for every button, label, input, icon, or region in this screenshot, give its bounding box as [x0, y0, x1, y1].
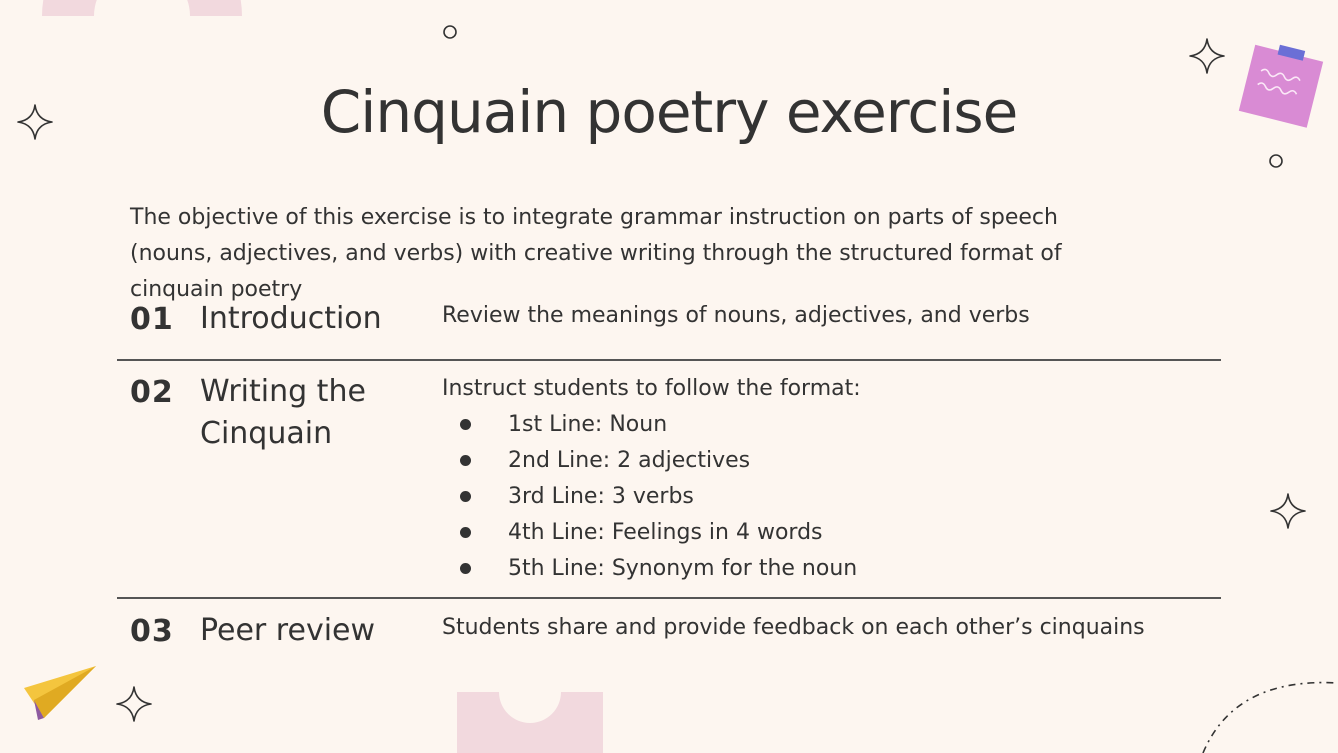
bullet-icon	[460, 455, 471, 466]
dashed-arc	[1195, 675, 1338, 753]
pink-arch-top	[40, 0, 245, 58]
list-item-text: 5th Line: Synonym for the noun	[508, 556, 858, 581]
bullet-icon	[460, 419, 471, 430]
paper-plane-icon	[22, 662, 102, 724]
bullet-icon	[460, 491, 471, 502]
objective-text: The objective of this exercise is to integrate grammar instruction on parts of speech (nouns, adjectives, and verbs) with creative writing through the structured format of cinquain poetry	[130, 205, 1062, 302]
row-heading: Writing the Cinquain	[200, 374, 366, 451]
circle-icon	[1268, 153, 1284, 169]
sparkle-icon	[1188, 37, 1226, 75]
sparkle-icon	[1269, 492, 1307, 530]
row-description-block	[442, 371, 1222, 587]
row-heading: Peer review	[200, 613, 376, 648]
list-item-text: 1st Line: Noun	[508, 412, 668, 437]
list-item	[442, 551, 1222, 587]
circle-icon	[442, 24, 458, 40]
page-title: Cinquain poetry exercise	[320, 78, 1018, 146]
format-list	[442, 407, 1222, 587]
sparkle-icon	[115, 685, 153, 723]
list-item-text: 4th Line: Feelings in 4 words	[508, 520, 823, 545]
divider	[117, 597, 1221, 599]
list-item	[442, 407, 1222, 443]
list-item-text: 3rd Line: 3 verbs	[508, 484, 694, 509]
list-item	[442, 479, 1222, 515]
row-number: 02	[130, 375, 174, 410]
row-description: Instruct students to follow the format:	[442, 376, 861, 401]
list-item-text: 2nd Line: 2 adjectives	[508, 448, 751, 473]
row-description: Students share and provide feedback on each other’s cinquains	[442, 615, 1145, 640]
list-item	[442, 443, 1222, 479]
list-item	[442, 515, 1222, 551]
row-number: 01	[130, 302, 174, 337]
row-description: Review the meanings of nouns, adjectives, and verbs	[442, 303, 1030, 328]
row-number: 03	[130, 614, 174, 649]
pink-arch-bottom	[455, 690, 605, 753]
bullet-icon	[460, 527, 471, 538]
divider	[117, 359, 1221, 361]
bullet-icon	[460, 563, 471, 574]
row-heading: Introduction	[200, 301, 382, 336]
